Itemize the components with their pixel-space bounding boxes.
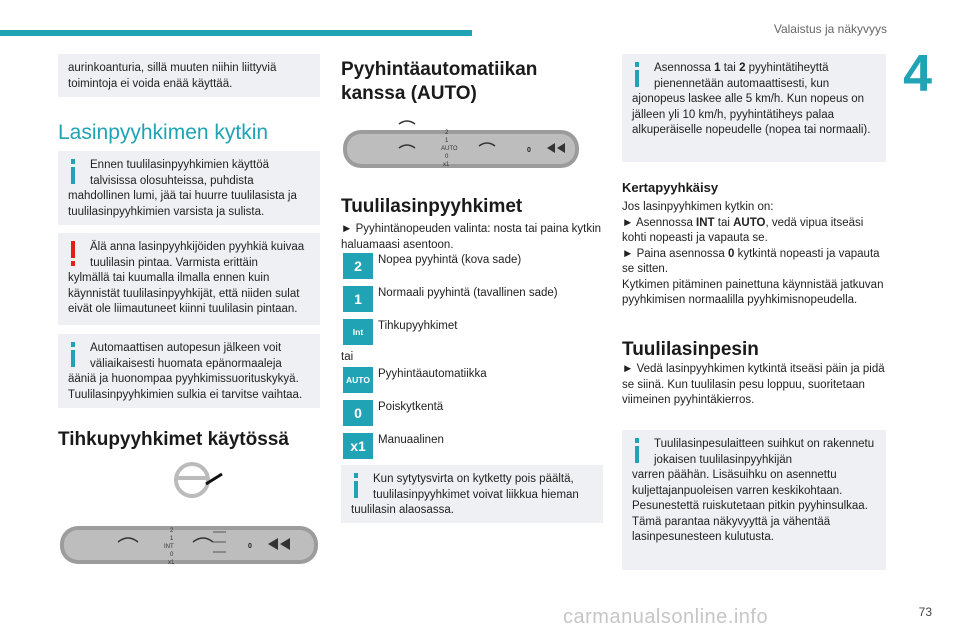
info-note-winter: Ennen tuulilasinpyyhkimien käyttöä talvisissa olosuhteissa, puhdista mahdollinen lumi, jää tai huurre tuulilasista ja tuulilasinpyyhkimien varsista ja sulista. (58, 151, 320, 225)
mode-label: Pyyhintäautomatiikka (378, 368, 487, 380)
stalk-label-0: 0 (445, 154, 449, 160)
info-note-speed-reduction: Asennossa 1 tai 2 pyyhintätiheyttä pienennetään automaattisesti, kun ajonopeus laskee alle 5 km/h. Kun nopeus on jälleen yli 10 km/h, pyyhintätiheys palaa alkuperäiselle nopeudelle (nopea tai normaali). (622, 54, 886, 162)
or-text: tai (341, 351, 354, 363)
stalk-label-washer-0: 0 (527, 147, 531, 154)
info-icon (631, 62, 643, 88)
single-wipe-text: Jos lasinpyyhkimen kytkin on: ► Asennossa INT tai AUTO, vedä vipua itseäsi kohti nopeasti ja vapauta se. ► Paina asennossa 0 kytkintä nopeasti ja vapauta se sitten. Kytkimen pitäminen painettuna käynnistää jatkuvan pyyhkimisen normaalilla pyyhkimisnopeudella. (622, 201, 884, 306)
info-note-washer-jets: Tuulilasinpesulaitteen suihkut on rakennetu jokaisen tuulilasinpyyhkijän varren päähän. Lisäsuihku on asennettu kuljettajanpuoleisen varren keskikohtaan. Pesunestettä ruiskutetaan pitkin pyyhinsulkaa. Tämä parantaa näkyvyyttä ja vähentää lasinpesunesteen kulutusta. (622, 430, 886, 570)
page-number: 73 (918, 605, 932, 619)
mode-label: Normaali pyyhintä (tavallinen sade) (378, 287, 558, 299)
info-note-ignition-off: Kun sytytysvirta on kytketty pois päältä, tuulilasinpyyhkimet voivat liikkua hieman tuulilasin alaosassa. (341, 465, 603, 523)
warning-icon (67, 241, 79, 267)
info-icon (631, 438, 643, 464)
stalk-label-1: 1 (170, 536, 174, 542)
sub-heading-single-wipe: Kertapyyhkäisy (622, 180, 719, 195)
stalk-label-auto: AUTO (441, 146, 458, 152)
section-heading-washer: Tuulilasinpesin (622, 339, 759, 360)
info-icon (67, 342, 79, 368)
section-heading-windscreen-wipers: Tuulilasinpyyhkimet (341, 196, 523, 217)
wiper-stalk-illustration-auto (341, 120, 581, 176)
page-header-title: Valaistus ja näkyvyys (773, 22, 887, 36)
chapter-number: 4 (903, 45, 932, 103)
intro-note: aurinkoanturia, sillä muuten niihin liittyviä toimintoja ei voida enää käyttää. (58, 54, 320, 97)
mode-badge-1: 1 (343, 286, 373, 312)
stalk-label-0: 0 (170, 552, 174, 558)
mode-badge-auto: AUTO (343, 367, 373, 393)
info-icon (350, 473, 362, 499)
mode-label: Nopea pyyhintä (kova sade) (378, 254, 522, 266)
section-heading-intermittent: Tihkupyyhkimet käytössä (58, 429, 289, 450)
section-heading-auto: Pyyhintäautomatiikan kanssa (AUTO) (341, 59, 538, 104)
mode-badge-x1: x1 (343, 433, 373, 459)
stalk-label-1: 1 (445, 138, 449, 144)
steering-wheel-icon (170, 460, 230, 500)
stalk-label-int: INT (164, 544, 174, 550)
mode-label: Poiskytkentä (378, 401, 444, 413)
speed-selection-text: ► Pyyhintänopeuden valinta: nosta tai paina kytkin haluamaasi asentoon. (341, 223, 602, 251)
stalk-label-x1: x1 (168, 560, 175, 566)
mode-label: Tihkupyyhkimet (378, 320, 458, 332)
stalk-label-washer-0: 0 (248, 543, 252, 550)
stalk-label-2: 2 (170, 528, 174, 534)
info-note-carwash: Automaattisen autopesun jälkeen voit väliaikaisesti huomata epänormaaleja ääniä ja huonompaa pyyhkimissuorituskykyä. Tuulilasinpyyhkimien sulkia ei tarvitse vaihtaa. (58, 334, 320, 408)
info-icon (67, 159, 79, 185)
washer-text: ► Vedä lasinpyyhkimen kytkintä itseäsi päin ja pidä se siinä. Kun tuulilasin pesu loppuu, suoritetaan viimeinen pyyhintäkierros. (622, 363, 885, 406)
mode-badge-0: 0 (343, 400, 373, 426)
stalk-label-2: 2 (445, 130, 449, 136)
watermark-footer: carmanualsonline.info (563, 606, 769, 628)
mode-badge-int: Int (343, 319, 373, 345)
stalk-label-x1: x1 (443, 162, 450, 168)
section-heading-wiper-switch: Lasinpyyhkimen kytkin (58, 121, 269, 144)
mode-label: Manuaalinen (378, 434, 444, 446)
warning-note-dry-glass: Älä anna lasinpyyhkijöiden pyyhkiä kuivaa tuulilasin pintaa. Varmista erittäin kylmällä tai kuumalla ilmalla ennen kuin käynnistät tuulilasinpyyhkijät, että niiden sulat eivät ole liimautuneet kiinni tuulilasin pintaan. (58, 233, 320, 325)
chapter-color-bar (0, 30, 472, 36)
wiper-stalk-illustration-int (58, 512, 320, 574)
mode-badge-2: 2 (343, 253, 373, 279)
